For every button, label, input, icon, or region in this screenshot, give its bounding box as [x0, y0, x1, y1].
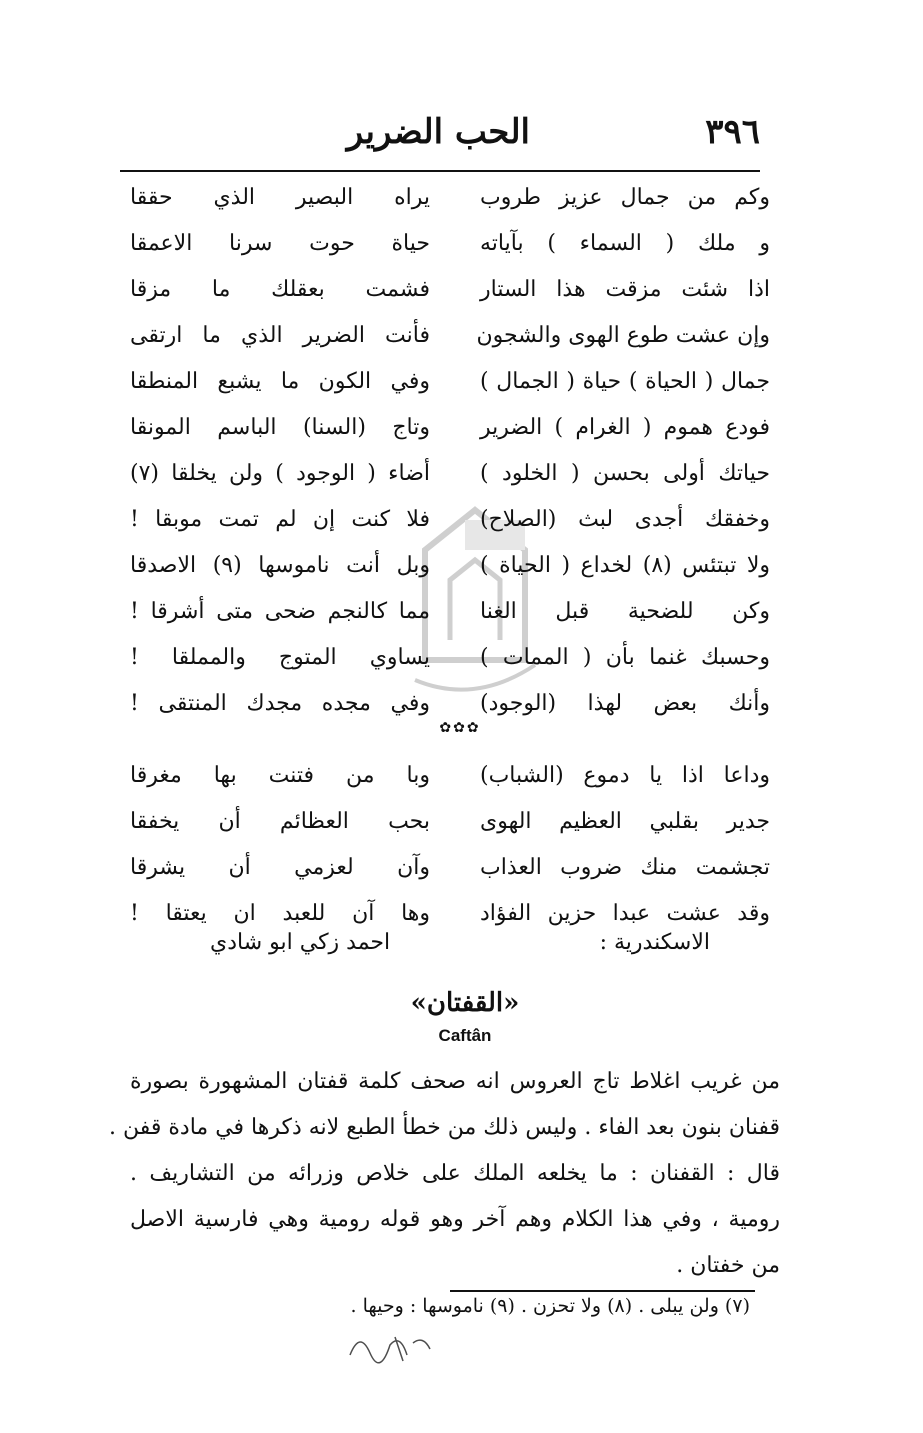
first-hemistich: وحسبك غنما بأن ( الممات ) [480, 645, 770, 670]
first-hemistich: وكم من جمال عزيز طروب [480, 185, 770, 210]
second-hemistich: وتاج (السنا) الباسم المونقا [130, 415, 430, 440]
handwritten-mark [345, 1325, 435, 1365]
paragraph-line: من خفتان . [676, 1253, 780, 1278]
section-subtitle: Caftân [438, 1026, 492, 1045]
verse-row [130, 362, 770, 408]
signature-place: الاسكندرية : [599, 930, 710, 955]
paragraph-line: قال : القفنان : ما يخلعه الملك على خلاص وزرائه من التشاريف . [130, 1161, 780, 1186]
first-hemistich: جدير بقلبي العظيم الهوى [480, 809, 770, 834]
first-hemistich: وقد عشت عبدا حزين الفؤاد [480, 901, 770, 926]
second-hemistich: حياة حوت سرنا الاعمقا [130, 231, 430, 256]
verse-row [130, 316, 770, 362]
first-hemistich: وأنك بعض لهذا (الوجود) [480, 691, 770, 716]
verse-row [130, 178, 770, 224]
verse-row [130, 500, 770, 546]
first-hemistich: اذا شئت مزقت هذا الستار [480, 277, 770, 302]
second-hemistich: وها آن للعبد ان يعتقا ! [130, 901, 430, 926]
second-hemistich: فأنت الضرير الذي ما ارتقى [130, 323, 430, 348]
first-hemistich: ولا تبتئس (٨) لخداع ( الحياة ) [480, 553, 770, 578]
verse-row [130, 408, 770, 454]
header-rule [120, 170, 760, 172]
signature [190, 930, 710, 974]
section-ornament: ✿✿✿ [439, 720, 481, 736]
second-hemistich: وفي مجده مجدك المنتقى ! [130, 691, 430, 716]
second-hemistich: فلا كنت إن لم تمت موبقا ! [130, 507, 430, 532]
second-hemistich: يساوي المتوج والمملقا ! [130, 645, 430, 670]
verse-row [130, 848, 770, 894]
verse-row [130, 756, 770, 802]
verse-row [130, 546, 770, 592]
first-hemistich: تجشمت منك ضروب العذاب [480, 855, 770, 880]
footnotes: (٧) ولن يبلى . (٨) ولا تحزن . (٩) ناموسها : وحيها . [350, 1295, 750, 1317]
verse-row [130, 638, 770, 684]
first-hemistich: فودع هموم ( الغرام ) الضرير [480, 415, 770, 440]
second-hemistich: وآن لعزمي أن يشرقا [130, 855, 430, 880]
paragraph-line: قفنان بنون بعد الفاء . وليس ذلك من خطأ الطبع لانه ذكرها في مادة قفن . [109, 1115, 780, 1140]
second-hemistich: وبا من فتنت بها مغرقا [130, 763, 430, 788]
first-hemistich: جمال ( الحياة ) حياة ( الجمال ) [480, 369, 770, 394]
second-hemistich: وفي الكون ما يشبع المنطقا [130, 369, 430, 394]
second-hemistich: يراه البصير الذي حققا [130, 185, 430, 210]
second-hemistich: أضاء ( الوجود ) ولن يخلقا (٧) [130, 461, 430, 486]
running-title: الحب الضرير [346, 112, 530, 152]
first-hemistich: وإن عشت طوع الهوى والشجون [476, 323, 770, 348]
verse-row [130, 224, 770, 270]
second-hemistich: بحب العظائم أن يخفقا [130, 809, 430, 834]
first-hemistich: حياتك أولى بحسن ( الخلود ) [480, 461, 770, 486]
page-header [120, 112, 760, 162]
first-hemistich: وكن للضحية قبل الغنا [480, 599, 770, 624]
section-title: «القفتان» [410, 988, 520, 1018]
poem-part-1 [130, 178, 770, 730]
paragraph-line: من غريب اغلاط تاج العروس انه صحف كلمة قفتان المشهورة بصورة [130, 1069, 780, 1094]
second-hemistich: مما كالنجم ضحى متى أشرقا ! [130, 599, 430, 624]
first-hemistich: وداعا اذا يا دموع (الشباب) [480, 763, 770, 788]
verse-row [130, 270, 770, 316]
article-body [109, 1060, 780, 1290]
second-hemistich: فشمت بعقلك ما مزقا [130, 277, 430, 302]
verse-row [130, 454, 770, 500]
second-hemistich: وبل أنت ناموسها (٩) الاصدقا [130, 553, 431, 578]
verse-row [130, 592, 770, 638]
verse-row [130, 802, 770, 848]
paragraph-line: رومية ، وفي هذا الكلام وهم آخر وهو قوله رومية وهي فارسية الاصل [130, 1207, 780, 1232]
poem-part-2 [130, 756, 770, 940]
page-number: ٣٩٦ [705, 112, 760, 152]
signature-author: احمد زكي ابو شادي [210, 930, 391, 955]
first-hemistich: و ملك ( السماء ) بآياته [480, 231, 770, 256]
first-hemistich: وخفقك أجدى لبث (الصلاح) [480, 507, 770, 532]
footnote-rule [450, 1290, 755, 1292]
